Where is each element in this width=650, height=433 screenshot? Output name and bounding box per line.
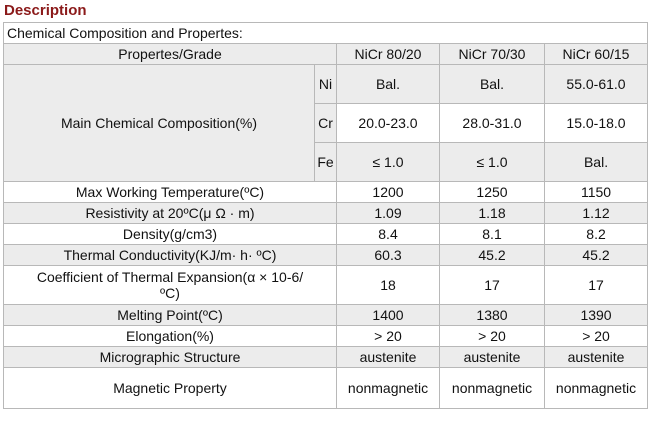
property-value: austenite: [545, 347, 648, 368]
property-row: [4, 368, 648, 409]
property-value: 1400: [337, 305, 440, 326]
grade-header: NiCr 60/15: [545, 44, 648, 65]
composition-value: ≤ 1.0: [440, 143, 545, 182]
property-value: austenite: [337, 347, 440, 368]
property-label: Elongation(%): [4, 326, 337, 347]
property-value: > 20: [440, 326, 545, 347]
property-value: 17: [545, 266, 648, 305]
property-value: > 20: [545, 326, 648, 347]
property-label: Magnetic Property: [4, 368, 337, 409]
property-label: Melting Point(ºC): [4, 305, 337, 326]
element-symbol: Ni: [318, 76, 333, 92]
property-row: [4, 305, 648, 326]
property-row: [4, 224, 648, 245]
property-value: 17: [440, 266, 545, 305]
property-value: 8.4: [337, 224, 440, 245]
property-value: 1.18: [440, 203, 545, 224]
composition-value: Bal.: [337, 65, 440, 104]
table-caption: Chemical Composition and Propertes:: [4, 23, 648, 44]
property-row: [4, 326, 648, 347]
property-value: nonmagnetic: [337, 368, 440, 409]
property-value: nonmagnetic: [440, 368, 545, 409]
property-value: 45.2: [545, 245, 648, 266]
composition-value: 20.0-23.0: [337, 104, 440, 143]
property-value: 1380: [440, 305, 545, 326]
caption-row: [4, 23, 648, 44]
property-value: 1150: [545, 182, 648, 203]
grade-header: NiCr 80/20: [337, 44, 440, 65]
composition-value: 28.0-31.0: [440, 104, 545, 143]
element-cell: [315, 104, 337, 143]
property-value: 8.2: [545, 224, 648, 245]
property-label: Thermal Conductivity(KJ/m· h· ºC): [4, 245, 337, 266]
property-row: [4, 347, 648, 368]
property-value: > 20: [337, 326, 440, 347]
element-cell: [315, 143, 337, 182]
property-value: 1.09: [337, 203, 440, 224]
element-symbol: Fe: [317, 154, 334, 170]
property-label: Density(g/cm3): [4, 224, 337, 245]
header-label: Propertes/Grade: [4, 44, 337, 65]
property-value: 60.3: [337, 245, 440, 266]
properties-table: [3, 22, 648, 409]
property-row: [4, 266, 648, 305]
property-value: 1390: [545, 305, 648, 326]
composition-label: Main Chemical Composition(%): [4, 65, 315, 182]
section-heading: Description: [4, 2, 87, 19]
composition-value: ≤ 1.0: [337, 143, 440, 182]
composition-value: Bal.: [440, 65, 545, 104]
property-row: [4, 203, 648, 224]
property-label: Max Working Temperature(ºC): [4, 182, 337, 203]
property-value: 18: [337, 266, 440, 305]
property-row: [4, 182, 648, 203]
property-label: Micrographic Structure: [4, 347, 337, 368]
property-value: 45.2: [440, 245, 545, 266]
composition-value: 55.0-61.0: [545, 65, 648, 104]
header-row: [4, 44, 648, 65]
element-symbol: Cr: [318, 115, 333, 131]
composition-value: 15.0-18.0: [545, 104, 648, 143]
grade-header: NiCr 70/30: [440, 44, 545, 65]
property-value: 1250: [440, 182, 545, 203]
property-label: Resistivity at 20ºC(μ Ω · m): [4, 203, 337, 224]
property-value: nonmagnetic: [545, 368, 648, 409]
property-label: Coefficient of Thermal Expansion(α × 10-6/ºC): [4, 266, 337, 305]
composition-row: [4, 65, 648, 104]
property-value: austenite: [440, 347, 545, 368]
property-value: 1200: [337, 182, 440, 203]
property-value: 8.1: [440, 224, 545, 245]
property-value: 1.12: [545, 203, 648, 224]
composition-value: Bal.: [545, 143, 648, 182]
element-cell: [315, 65, 337, 104]
property-row: [4, 245, 648, 266]
